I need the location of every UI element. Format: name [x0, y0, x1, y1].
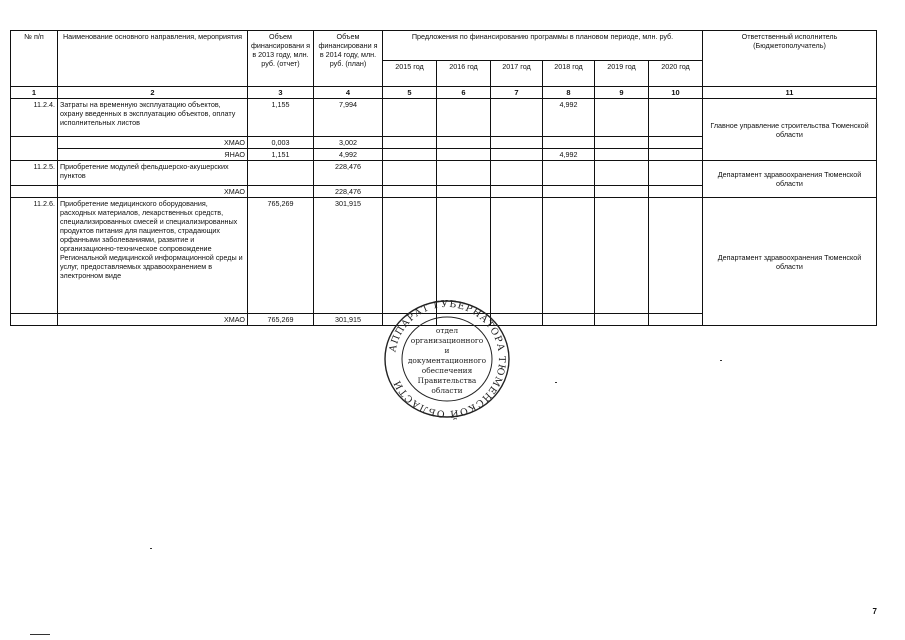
cell-2018: 4,992 [543, 149, 595, 161]
cell-2018: 4,992 [543, 99, 595, 137]
cell-2014: 4,992 [314, 149, 383, 161]
column-numbers-row [11, 87, 877, 99]
header-year: 2015 год [383, 61, 437, 87]
row-number: 11.2.4. [11, 99, 58, 137]
column-number: 4 [314, 87, 383, 99]
column-number: 10 [649, 87, 703, 99]
column-number: 6 [437, 87, 491, 99]
region-code: ХМАО [58, 186, 248, 198]
header-year: 2017 год [491, 61, 543, 87]
stamp-line: обеспечения [421, 366, 473, 375]
header-2014: Объем финансировани я в 2014 году, млн. руб. (план) [314, 31, 383, 87]
row-number: 11.2.5. [11, 161, 58, 186]
cell-2014: 228,476 [314, 161, 383, 186]
header-name: Наименование основного направления, мероприятия [58, 31, 248, 87]
stamp-line: области [431, 386, 463, 395]
responsible-text: Главное управление строительства Тюменской области [710, 120, 869, 139]
stamp-line: организационного [410, 336, 484, 345]
table-row [11, 161, 877, 186]
column-number: 3 [248, 87, 314, 99]
cell-2018 [543, 137, 595, 149]
responsible-text: Департамент здравоохранения Тюменской области [717, 252, 862, 271]
cell-2013 [248, 186, 314, 198]
row-number: 11.2.6. [11, 198, 58, 314]
row-name: Приобретение модулей фельдшерско-акушерских пунктов [58, 161, 248, 186]
column-number: 8 [543, 87, 595, 99]
region-code: ХМАО [58, 137, 248, 149]
cell-2013: 765,269 [248, 314, 314, 326]
row-responsible [703, 198, 877, 326]
scan-speck [150, 548, 152, 549]
stamp-line: и [444, 346, 450, 355]
cell-2014: 301,915 [314, 314, 383, 326]
stamp-line: документационного [407, 356, 487, 365]
header-2013: Объем финансировани я в 2013 году, млн. руб. (отчет) [248, 31, 314, 87]
scan-speck [555, 382, 557, 383]
column-number: 7 [491, 87, 543, 99]
cell-2013: 765,269 [248, 198, 314, 314]
stamp-ring-text: АППАРАТ ГУБЕРНАТОРА ТЮМЕНСКОЙ ОБЛАСТИ [387, 298, 508, 420]
row-name: Затраты на временную эксплуатацию объектов, охрану введенных в эксплуатацию объектов, оплату исполнительных листов [58, 99, 248, 137]
column-number: 1 [11, 87, 58, 99]
cell-2014: 3,002 [314, 137, 383, 149]
header-no: № п/п [11, 31, 58, 87]
cell-2014: 7,994 [314, 99, 383, 137]
header-year: 2016 год [437, 61, 491, 87]
header-year: 2020 год [649, 61, 703, 87]
row-name: Приобретение медицинского оборудования, расходных материалов, лекарственных средств, специализированных смесей и специализированных продуктов питания для пациентов, страдающих орфанными заболеваниями, развитие и организационно-техническое сопровождение Региональной медицинской информационной среды и услуг, предоставляемых здравоохранением в электронном виде [58, 198, 248, 314]
region-code: ЯНАО [58, 149, 248, 161]
region-code: ХМАО [58, 314, 248, 326]
table-row [11, 99, 877, 137]
column-number: 11 [703, 87, 877, 99]
cell-2013 [248, 161, 314, 186]
header-proposals: Предложения по финансированию программы в плановом периоде, млн. руб. [383, 31, 703, 61]
column-number: 2 [58, 87, 248, 99]
responsible-text: Департамент здравоохранения Тюменской области [717, 170, 862, 189]
financing-table [10, 30, 877, 326]
cell-2014: 301,915 [314, 198, 383, 314]
header-year: 2018 год [543, 61, 595, 87]
cell-2013: 1,151 [248, 149, 314, 161]
header-responsible: Ответственный исполнитель (Бюджетополучатель) [703, 31, 877, 87]
row-responsible [703, 161, 877, 198]
page-number: 7 [872, 607, 877, 616]
row-responsible [703, 99, 877, 161]
scan-speck [720, 360, 722, 361]
official-stamp [378, 296, 516, 422]
scan-speck [30, 634, 50, 635]
header-year: 2019 год [595, 61, 649, 87]
cell-2013: 1,155 [248, 99, 314, 137]
cell-2013: 0,003 [248, 137, 314, 149]
cell-2014: 228,476 [314, 186, 383, 198]
column-number: 9 [595, 87, 649, 99]
stamp-line: отдел [435, 326, 459, 335]
stamp-line: Правительства [417, 376, 477, 385]
header-row [11, 31, 877, 61]
column-number: 5 [383, 87, 437, 99]
